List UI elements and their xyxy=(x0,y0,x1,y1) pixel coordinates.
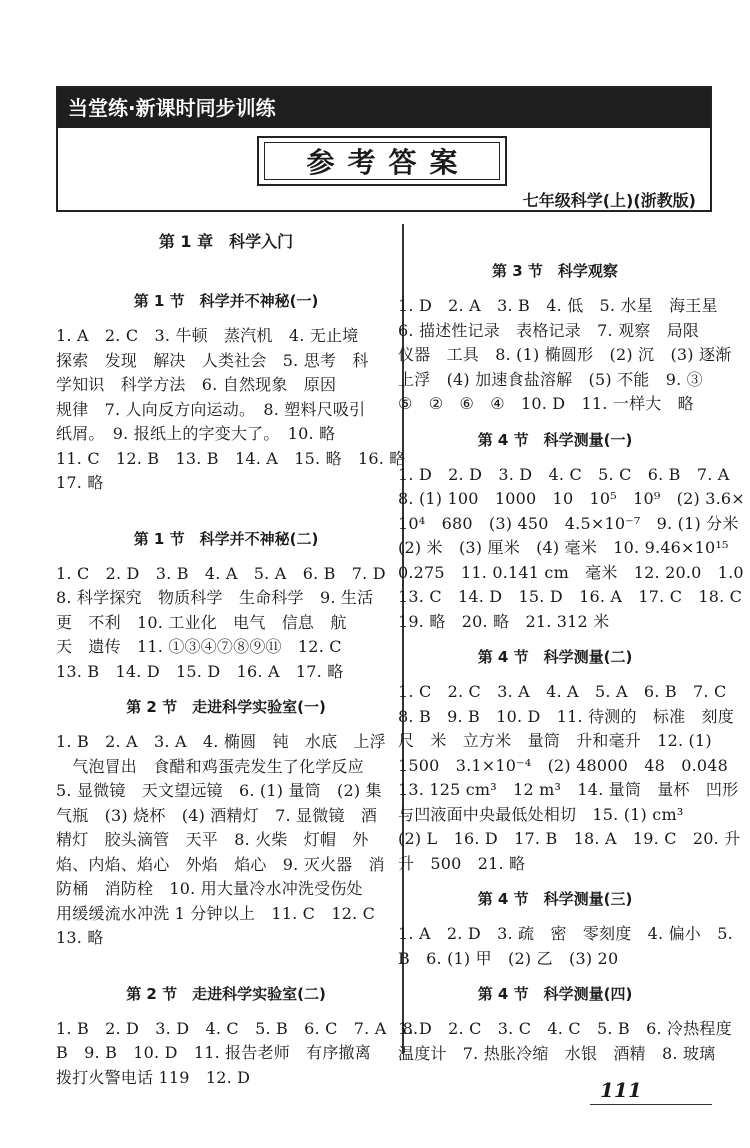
answer-line: B 9. B 10. D 11. 报告老师 有序撤离 xyxy=(56,1043,371,1062)
answer-line: 尺 米 立方米 量筒 升和毫升 12. (1) xyxy=(398,731,712,750)
answer-line: 升 500 21. 略 xyxy=(398,853,526,873)
answer-line: 更 不利 10. 工业化 电气 信息 航 xyxy=(56,612,347,632)
answer-line: 0.275 11. 0.141 cm 毫米 12. 20.0 1.0 xyxy=(398,562,744,582)
section-answers xyxy=(56,562,396,685)
answer-line: 8. 科学探究 物质科学 生命科学 9. 生活 xyxy=(56,588,374,607)
series-title: 当堂练·新课时同步训练 xyxy=(58,88,710,128)
section-heading: 第 4 节 科学测量(三) xyxy=(477,890,633,908)
answer-line: B 6. (1) 甲 (2) 乙 (3) 20 xyxy=(398,948,619,968)
answer-line: 6. 描述性记录 表格记录 7. 观察 局限 xyxy=(398,320,700,340)
answer-line: 13. 125 cm³ 12 m³ 14. 量筒 量杯 凹形 xyxy=(398,780,739,799)
section-answers xyxy=(56,730,396,951)
answer-line: 17. 略 xyxy=(56,473,104,492)
answer-line: 8. B 9. B 10. D 11. 待测的 标准 刻度 xyxy=(398,706,734,726)
answer-line: 8. (1) 100 1000 10 10⁵ 10⁹ (2) 3.6× xyxy=(398,489,745,508)
answer-line: 1500 3.1×10⁻⁴ (2) 48000 48 0.048 xyxy=(398,755,729,775)
section-heading: 第 4 节 科学测量(一) xyxy=(477,430,633,449)
answer-line: 天 遗传 11. ①③④⑦⑧⑨⑪ 12. C xyxy=(56,637,342,656)
section-answers xyxy=(398,1017,732,1066)
left-column xyxy=(56,226,419,1090)
answer-line: 1. D 2. D 3. D 4. C 5. C 6. B 7. A xyxy=(398,464,730,484)
page-title: 参考答案 xyxy=(264,142,500,180)
section-heading: 第 4 节 科学测量(四) xyxy=(477,985,633,1003)
answer-line: 1. B 2. A 3. A 4. 椭圆 钝 水底 上浮 xyxy=(56,732,386,751)
section-heading: 第 2 节 走进科学实验室(二) xyxy=(126,984,326,1003)
answer-line: 学知识 科学方法 6. 自然现象 原因 xyxy=(56,375,337,394)
answer-line: 1. C 2. C 3. A 4. A 5. A 6. B 7. C xyxy=(398,682,727,701)
answer-line: 温度计 7. 热胀冷缩 水银 酒精 8. 玻璃 xyxy=(398,1043,716,1063)
answer-line: 焰、内焰、焰心 外焰 焰心 9. 灭火器 消 xyxy=(56,854,385,874)
answer-line: 13. C 14. D 15. D 16. A 17. C 18. C xyxy=(398,587,743,606)
answer-line: 1. C 2. D 3. B 4. A 5. A 6. B 7. D xyxy=(56,563,386,583)
answer-line: 精灯 胶头滴管 天平 8. 火柴 灯帽 外 xyxy=(56,830,369,849)
answer-line: 13. 略 xyxy=(56,928,104,947)
section-answers xyxy=(398,680,741,876)
answer-line: 1. B 2. D 3. D 4. C 5. B 6. C 7. A 8. xyxy=(56,1018,419,1038)
answer-line: 1. A 2. D 3. 疏 密 零刻度 4. 偏小 5. xyxy=(398,924,733,943)
grade-label: 七年级科学(上)(浙教版) xyxy=(522,191,696,210)
section-answers xyxy=(398,294,732,417)
answer-line: (2) 米 (3) 厘米 (4) 毫米 10. 9.46×10¹⁵ xyxy=(398,538,729,557)
answer-line: 与凹液面中央最低处相切 15. (1) cm³ xyxy=(398,804,684,824)
answer-line: 1. A 2. C 3. 牛顿 蒸汽机 4. 无止境 xyxy=(56,326,359,345)
answer-line: 用缓缓流水冲洗 1 分钟以上 11. C 12. C xyxy=(56,903,376,923)
answer-line: 气瓶 (3) 烧杯 (4) 酒精灯 7. 显微镜 酒 xyxy=(56,805,378,825)
answer-line: 10⁴ 680 (3) 450 4.5×10⁻⁷ 9. (1) 分米 xyxy=(398,513,739,533)
section-answers xyxy=(398,922,733,971)
answer-line: 11. C 12. B 13. B 14. A 15. 略 16. 略 xyxy=(56,448,406,468)
answer-line: 5. 显微镜 天文望远镜 6. (1) 量筒 (2) 集 xyxy=(56,781,382,800)
section-heading: 第 1 节 科学并不神秘(二) xyxy=(133,529,319,548)
answer-line: 气泡冒出 食醋和鸡蛋壳发生了化学反应 xyxy=(56,756,364,776)
page-number: 111 xyxy=(600,1078,642,1102)
answer-line: 防桶 消防栓 10. 用大量冷水冲洗受伤处 xyxy=(56,879,363,898)
answer-line: 纸屑。 9. 报纸上的字变大了。 10. 略 xyxy=(56,424,336,443)
section-answers xyxy=(56,324,406,496)
answer-line: 19. 略 20. 略 21. 312 米 xyxy=(398,611,610,631)
answer-line: ⑤ ② ⑥ ④ 10. D 11. 一样大 略 xyxy=(398,394,694,413)
answer-header xyxy=(56,86,712,212)
section-answers xyxy=(398,463,745,635)
answer-line: 探索 发现 解决 人类社会 5. 思考 科 xyxy=(56,350,369,370)
section-heading: 第 1 节 科学并不神秘(一) xyxy=(133,292,319,310)
section-heading: 第 3 节 科学观察 xyxy=(492,262,618,280)
answer-line: (2) L 16. D 17. B 18. A 19. C 20. 升 xyxy=(398,829,741,848)
answer-line: 规律 7. 人向反方向运动。 8. 塑料尺吸引 xyxy=(56,399,366,419)
section-heading: 第 2 节 走进科学实验室(一) xyxy=(126,698,326,716)
answer-line: 13. B 14. D 15. D 16. A 17. 略 xyxy=(56,661,344,681)
page-number-rule xyxy=(590,1104,712,1105)
chapter-heading: 第 1 章 科学入门 xyxy=(158,232,294,251)
section-heading: 第 4 节 科学测量(二) xyxy=(477,648,633,666)
answer-line: 上浮 (4) 加速食盐溶解 (5) 不能 9. ③ xyxy=(398,369,703,389)
title-box xyxy=(257,136,507,186)
answer-line: 1. D 2. C 3. C 4. C 5. B 6. 冷热程度 xyxy=(398,1019,732,1038)
answer-line: 1. D 2. A 3. B 4. 低 5. 水星 海王星 xyxy=(398,296,718,315)
answer-line: 拨打火警电话 119 12. D xyxy=(56,1067,251,1087)
section-answers xyxy=(56,1017,419,1091)
answer-line: 仪器 工具 8. (1) 椭圆形 (2) 沉 (3) 逐渐 xyxy=(398,345,732,364)
right-column xyxy=(398,254,745,1066)
